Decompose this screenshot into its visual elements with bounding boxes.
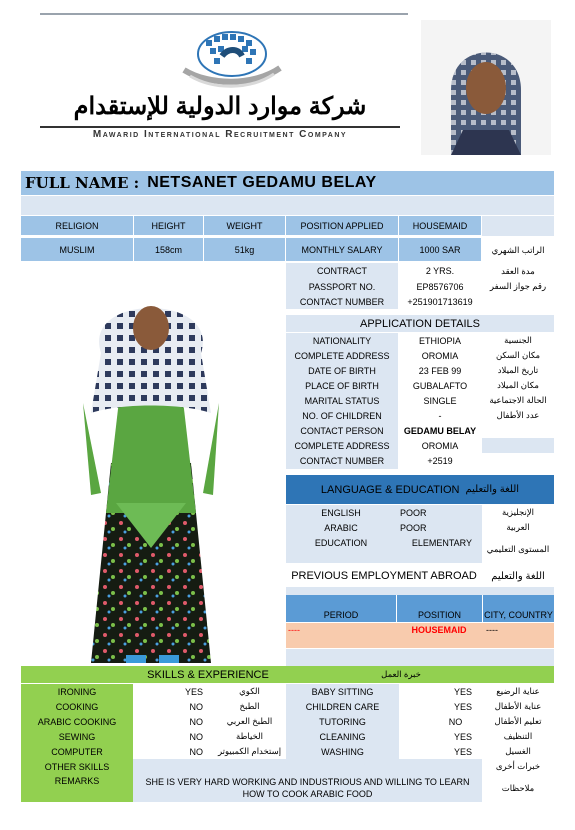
skills-title-row bbox=[21, 666, 554, 683]
tutoring-value: NO bbox=[399, 714, 482, 729]
marital-label: MARITAL STATUS bbox=[286, 393, 398, 408]
height-value: 158cm bbox=[134, 238, 204, 262]
dob-label: DATE OF BIRTH bbox=[286, 363, 398, 378]
weight-value: 51kg bbox=[204, 238, 286, 262]
language-title-ar: اللغة والتعليم bbox=[465, 484, 520, 495]
nationality-ar: الجنسية bbox=[482, 333, 554, 348]
contact-address-label: COMPLETE ADDRESS bbox=[286, 438, 398, 453]
remarks-ar: ملاحظات bbox=[482, 774, 554, 802]
other-skills-label: OTHER SKILLS bbox=[21, 759, 133, 774]
contact-person-label: CONTACT PERSON bbox=[286, 423, 398, 438]
position-header: POSITION bbox=[396, 595, 482, 622]
summary-blank bbox=[482, 216, 554, 236]
arabic-ar: العربية bbox=[482, 520, 554, 535]
application-rows bbox=[286, 333, 554, 471]
contact-number-label: CONTACT NUMBER bbox=[286, 453, 398, 469]
religion-value: MUSLIM bbox=[21, 238, 134, 262]
address-label: COMPLETE ADDRESS bbox=[286, 348, 398, 363]
language-title: LANGUAGE & EDUCATION bbox=[320, 483, 460, 496]
arabic-value: POOR bbox=[396, 520, 482, 535]
tutoring-ar: تعليم الأطفال bbox=[482, 714, 554, 729]
employment-spacer bbox=[286, 587, 554, 595]
english-label: ENGLISH bbox=[286, 505, 396, 520]
other-skills-ar: خبرات أخرى bbox=[482, 759, 554, 774]
monthly-salary-ar: الراتب الشهري bbox=[482, 238, 554, 262]
employment-row bbox=[286, 623, 554, 648]
skills-title: SKILLS & EXPERIENCE bbox=[147, 668, 269, 681]
arabic-label: ARABIC bbox=[286, 520, 396, 535]
marital-ar: الحالة الاجتماعية bbox=[482, 393, 554, 408]
pob-ar: مكان الميلاد bbox=[482, 378, 554, 393]
children-label: NO. OF CHILDREN bbox=[286, 408, 398, 423]
contact-address-value: OROMIA bbox=[398, 438, 482, 453]
skills-title-ar: خبرة العمل bbox=[381, 669, 421, 679]
children-care-ar: عناية الأطفال bbox=[482, 699, 554, 714]
employment-position: HOUSEMAID bbox=[411, 625, 467, 635]
person-full-body-icon bbox=[21, 263, 284, 667]
religion-header: RELIGION bbox=[21, 216, 134, 236]
contact-address-blank bbox=[482, 438, 554, 453]
computer-ar: إستخدام الكمبيوتر bbox=[213, 744, 286, 759]
nationality-label: NATIONALITY bbox=[286, 333, 398, 348]
headshot-photo bbox=[421, 20, 551, 155]
passport-label: PASSPORT NO. bbox=[286, 279, 398, 294]
contact-person-value: GEDAMU BELAY bbox=[398, 423, 482, 438]
arabic-cooking-label: ARABIC COOKING bbox=[21, 714, 133, 729]
education-label: EDUCATION bbox=[286, 535, 396, 563]
sewing-ar: الخياطة bbox=[213, 729, 286, 744]
baby-sitting-ar: عناية الرضيع bbox=[482, 684, 554, 699]
address-ar: مكان السكن bbox=[482, 348, 554, 363]
tutoring-label: TUTORING bbox=[286, 714, 399, 729]
cooking-value: NO bbox=[133, 699, 213, 714]
employment-title-ar: اللغة والتعليم bbox=[482, 566, 554, 586]
employment-period: ---- bbox=[288, 625, 300, 635]
children-value: - bbox=[398, 408, 482, 423]
arabic-cooking-value: NO bbox=[133, 714, 213, 729]
employment-title-row bbox=[286, 566, 554, 586]
full-name-label: FULL NAME : bbox=[25, 174, 140, 192]
contact-number-value: +2519 bbox=[398, 453, 482, 469]
summary-row bbox=[21, 216, 554, 236]
pob-label: PLACE OF BIRTH bbox=[286, 378, 398, 393]
baby-sitting-label: BABY SITTING bbox=[286, 684, 399, 699]
employment-title: PREVIOUS EMPLOYMENT ABROAD bbox=[286, 566, 482, 586]
contact-number-blank bbox=[482, 453, 554, 469]
contact-value: +251901713619 bbox=[398, 294, 482, 309]
contract-value: 2 YRS. bbox=[398, 263, 482, 279]
monthly-salary-label: MONTHLY SALARY bbox=[286, 238, 399, 262]
nationality-value: ETHIOPIA bbox=[398, 333, 482, 348]
passport-value: EP8576706 bbox=[398, 279, 482, 294]
header-top-rule bbox=[40, 13, 408, 15]
company-english-name: Mawarid International Recruitment Company bbox=[92, 129, 348, 140]
washing-ar: الغسيل bbox=[482, 744, 554, 759]
computer-value: NO bbox=[133, 744, 213, 759]
language-title-bar bbox=[286, 475, 554, 504]
remarks-value: SHE IS VERY HARD WORKING AND INDUSTRIOUS AND WILLING TO LEARN HOW TO COOK ARABIC FOOD bbox=[133, 774, 482, 802]
arabic-cooking-ar: الطبخ العربي bbox=[213, 714, 286, 729]
contract-row bbox=[286, 263, 554, 279]
application-details-title: APPLICATION DETAILS bbox=[286, 315, 554, 332]
other-skills-value bbox=[133, 759, 482, 774]
children-care-label: CHILDREN CARE bbox=[286, 699, 399, 714]
position-value: HOUSEMAID bbox=[399, 216, 482, 236]
skills-table bbox=[21, 684, 554, 759]
contact-label: CONTACT NUMBER bbox=[286, 294, 398, 309]
ironing-label: IRONING bbox=[21, 684, 133, 699]
sewing-value: NO bbox=[133, 729, 213, 744]
summary-values-row bbox=[21, 238, 554, 262]
person-headshot-icon bbox=[421, 20, 551, 155]
baby-sitting-value: YES bbox=[399, 684, 482, 699]
children-care-value: YES bbox=[399, 699, 482, 714]
company-name-rule bbox=[40, 126, 400, 128]
contact-row bbox=[286, 294, 554, 309]
company-logo bbox=[170, 22, 290, 94]
height-header: HEIGHT bbox=[134, 216, 204, 236]
globe-logo-icon bbox=[170, 22, 290, 94]
full-name-bar bbox=[21, 171, 554, 195]
monthly-salary-value: 1000 SAR bbox=[399, 238, 482, 262]
dob-ar: تاريخ الميلاد bbox=[482, 363, 554, 378]
employment-header-row bbox=[286, 595, 554, 622]
contact-person-blank bbox=[482, 423, 554, 438]
position-applied-header: POSITION APPLIED bbox=[286, 216, 399, 236]
ironing-value: YES bbox=[133, 684, 213, 699]
sewing-label: SEWING bbox=[21, 729, 133, 744]
remarks-row bbox=[21, 774, 554, 802]
language-rows bbox=[286, 505, 554, 563]
employment-city: ---- bbox=[486, 625, 498, 635]
full-body-photo bbox=[21, 263, 284, 667]
period-header: PERIOD bbox=[286, 595, 396, 622]
cleaning-label: CLEANING bbox=[286, 729, 399, 744]
cleaning-ar: التنظيف bbox=[482, 729, 554, 744]
contract-ar: مدة العقد bbox=[482, 263, 554, 279]
weight-header: WEIGHT bbox=[204, 216, 286, 236]
english-ar: الإنجليزية bbox=[482, 505, 554, 520]
pob-value: GUBALAFTO bbox=[398, 378, 482, 393]
education-value: ELEMENTARY bbox=[396, 535, 482, 563]
ironing-ar: الكوي bbox=[213, 684, 286, 699]
other-skills-row bbox=[21, 759, 554, 774]
employment-blank-row bbox=[286, 649, 554, 667]
education-ar: المستوى التعليمي bbox=[482, 535, 554, 563]
company-arabic-name: شركة موارد الدولية للإستقدام bbox=[73, 93, 367, 120]
cooking-ar: الطبخ bbox=[213, 699, 286, 714]
contract-label: CONTRACT bbox=[286, 263, 398, 279]
passport-row bbox=[286, 279, 554, 294]
washing-label: WASHING bbox=[286, 744, 399, 759]
cleaning-value: YES bbox=[399, 729, 482, 744]
english-value: POOR bbox=[396, 505, 482, 520]
cooking-label: COOKING bbox=[21, 699, 133, 714]
computer-label: COMPUTER bbox=[21, 744, 133, 759]
full-name-value: NETSANET GEDAMU BELAY bbox=[147, 174, 377, 191]
children-ar: عدد الأطفال bbox=[482, 408, 554, 423]
city-country-header: CITY, COUNTRY bbox=[482, 595, 554, 622]
dob-value: 23 FEB 99 bbox=[398, 363, 482, 378]
passport-ar: رقم جواز السفر bbox=[482, 279, 554, 294]
spacer-row bbox=[21, 196, 554, 215]
marital-value: SINGLE bbox=[398, 393, 482, 408]
remarks-label: REMARKS bbox=[21, 774, 133, 802]
address-value: OROMIA bbox=[398, 348, 482, 363]
washing-value: YES bbox=[399, 744, 482, 759]
